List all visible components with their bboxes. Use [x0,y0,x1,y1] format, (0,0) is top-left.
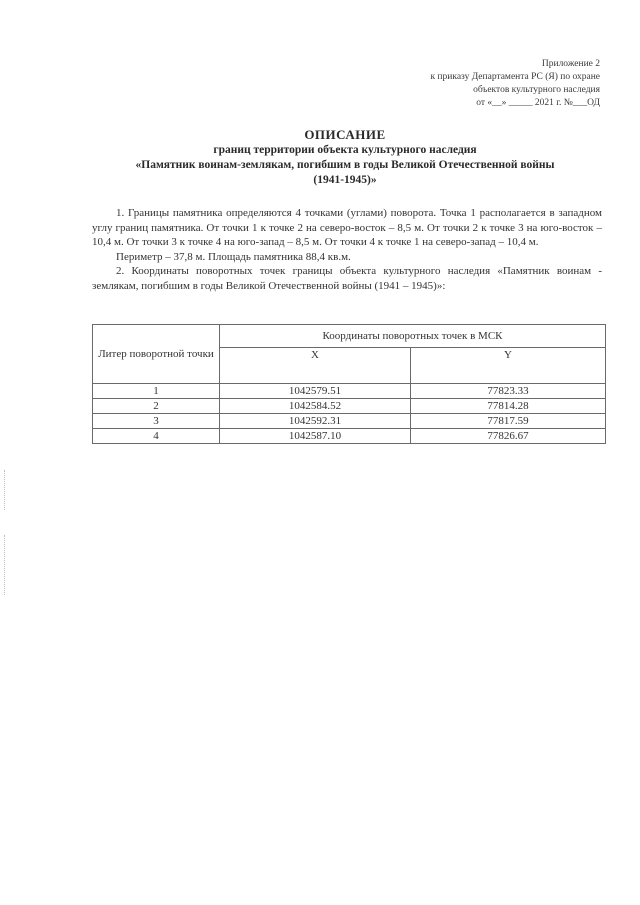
appendix-header [360,58,600,110]
header-coordinates: Координаты поворотных точек в МСК [220,325,606,348]
point-x: 1042592.31 [220,414,411,429]
header-y: Y [411,348,606,384]
table-row [93,399,606,414]
document-body [92,206,602,293]
header-liter: Литер поворотной точки [93,325,220,384]
document-title [80,127,610,188]
point-x: 1042587.10 [220,429,411,444]
point-x: 1042579.51 [220,384,411,399]
coordinates-table [92,324,606,444]
appendix-line-2: к приказу Департамента РС (Я) по охране [430,72,600,82]
point-y: 77814.28 [411,399,606,414]
point-number: 4 [93,429,220,444]
point-number: 3 [93,414,220,429]
title-line-3: (1941-1945)» [313,174,377,186]
point-y: 77826.67 [411,429,606,444]
table-row [93,429,606,444]
table-row [93,384,606,399]
appendix-line-1: Приложение 2 [541,59,600,69]
title-line-2: «Памятник воинам-землякам, погибшим в годы Великой Отечественной войны [135,159,555,171]
point-y: 77817.59 [411,414,606,429]
title-line-1: границ территории объекта культурного наследия [213,144,477,156]
table-header-row [93,325,606,348]
point-x: 1042584.52 [220,399,411,414]
scan-margin-mark [4,470,8,510]
header-x: X [220,348,411,384]
title-heading: ОПИСАНИЕ [304,127,386,142]
appendix-line-4: от «__» _____ 2021 г. №___ОД [476,98,600,108]
point-y: 77823.33 [411,384,606,399]
scan-margin-mark [4,535,8,595]
appendix-line-3: объектов культурного наследия [473,85,600,95]
point-number: 2 [93,399,220,414]
table-row [93,414,606,429]
paragraph-boundaries: 1. Границы памятника определяются 4 точками (углами) поворота. Точка 1 располагается в западном углу границ памятника. От точки 1 к точке 2 на северо-восток – 8,5 м. От точки 2 к точке 3 на юго-восток – 10,4 м. От точки 3 к точке 4 на юго-запад – 8,5 м. От точки 4 к точке 1 на северо-запад – 10,4 м. [92,207,602,248]
point-number: 1 [93,384,220,399]
paragraph-perimeter: Периметр – 37,8 м. Площадь памятника 88,4 кв.м. [116,250,351,263]
paragraph-coordinates-intro: 2. Координаты поворотных точек границы объекта культурного наследия «Памятник воинам - землякам, погибшим в годы Великой Отечественной войны (1941 – 1945)»: [92,265,602,292]
